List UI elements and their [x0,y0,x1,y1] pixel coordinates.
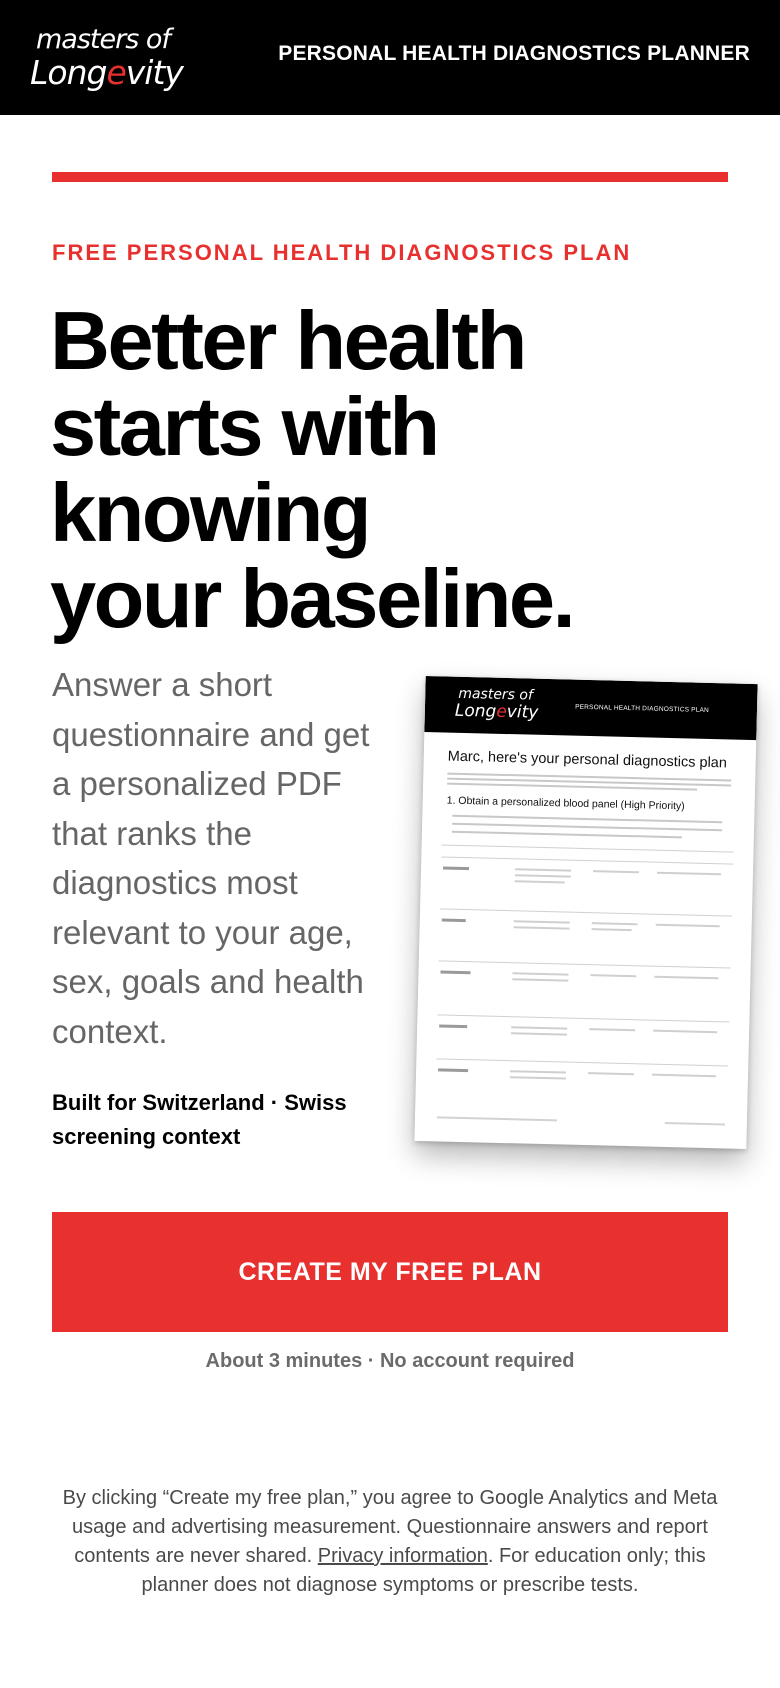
hero-headline [50,294,710,645]
pdf-cell [657,872,721,876]
pdf-cell [656,924,720,928]
pdf-cell [511,1026,567,1029]
pdf-cell [593,870,639,873]
pdf-table-rule [442,844,734,852]
pdf-cell [512,972,568,975]
pdf-cell [514,926,570,929]
headline-line: knowing [50,466,370,559]
pdf-cell [653,1030,717,1034]
pdf-cell [654,976,718,980]
pdf-cell [515,880,565,883]
pdf-header [424,676,757,740]
logo-line-1: masters of [36,24,170,55]
legal-text: . For education only; this planner does not diagnose symptoms or prescribe tests. [141,1545,706,1596]
pdf-cell [510,1070,566,1073]
pdf-row-label [443,866,469,870]
pdf-cell [588,1072,634,1075]
pdf-text-line [452,823,722,832]
pdf-cell [592,922,638,925]
pdf-text-line [452,831,682,839]
pdf-cell [515,874,571,877]
legal-disclaimer [52,1484,728,1600]
pdf-cell [589,1028,635,1031]
headline-line: your baseline. [50,552,574,645]
built-for-switzerland: Built for Switzerland · Swiss screening context [52,1090,347,1149]
pdf-cell [652,1074,716,1078]
pdf-row-label [438,1068,468,1072]
pdf-page [414,676,757,1149]
pdf-cell [592,928,632,931]
headline-line: Better health [50,294,525,387]
pdf-table-rule [440,908,732,916]
pdf-header-title: PERSONAL HEALTH DIAGNOSTICS PLAN [575,703,710,714]
pdf-table-rule [436,1058,728,1066]
headline-line: starts with [50,380,438,473]
pdf-cell [515,868,571,871]
eyebrow-label: FREE PERSONAL HEALTH DIAGNOSTICS PLAN [52,240,632,265]
pdf-preview-image [414,676,757,1149]
pdf-text-line [452,815,722,824]
logo-line-2: Longevity [30,53,183,92]
intro-text: Answer a short questionnaire and get a personalized PDF that ranks the diagnostics most relevant to your age, sex, goals and health context. [52,666,370,1050]
pdf-row-label [439,1024,467,1028]
pdf-footer-line [665,1122,725,1125]
pdf-logo [455,686,539,722]
pdf-cell [512,978,568,981]
cta-note: About 3 minutes · No account required [205,1350,575,1372]
pdf-row-label [442,918,466,922]
pdf-row-label [440,970,470,974]
pdf-cell [511,1032,567,1035]
privacy-link[interactable]: Privacy information [317,1545,488,1567]
pdf-cell [514,920,570,923]
pdf-table-rule [437,1014,729,1022]
accent-divider [52,172,728,182]
header-title: PERSONAL HEALTH DIAGNOSTICS PLANNER [278,42,750,65]
pdf-logo-line-1: masters of [458,685,534,704]
pdf-section-title: 1. Obtain a personalized blood panel (High Priority) [446,794,685,813]
create-plan-button[interactable]: CREATE MY FREE PLAN [52,1212,728,1332]
legal-text: By clicking “Create my free plan,” you agree to Google Analytics and Meta usage and advertising measurement. Questionnaire answers and report contents are never shared. [62,1487,718,1567]
pdf-footer-line [437,1116,557,1121]
pdf-title: Marc, here's your personal diagnostics plan [447,748,728,772]
pdf-table-rule [439,960,731,968]
pdf-cell [590,974,636,977]
pdf-table-rule [441,856,733,864]
top-bar [0,0,780,115]
brand-logo[interactable] [30,22,220,92]
pdf-logo-line-2: Longevity [454,700,539,723]
pdf-cell [510,1076,566,1079]
